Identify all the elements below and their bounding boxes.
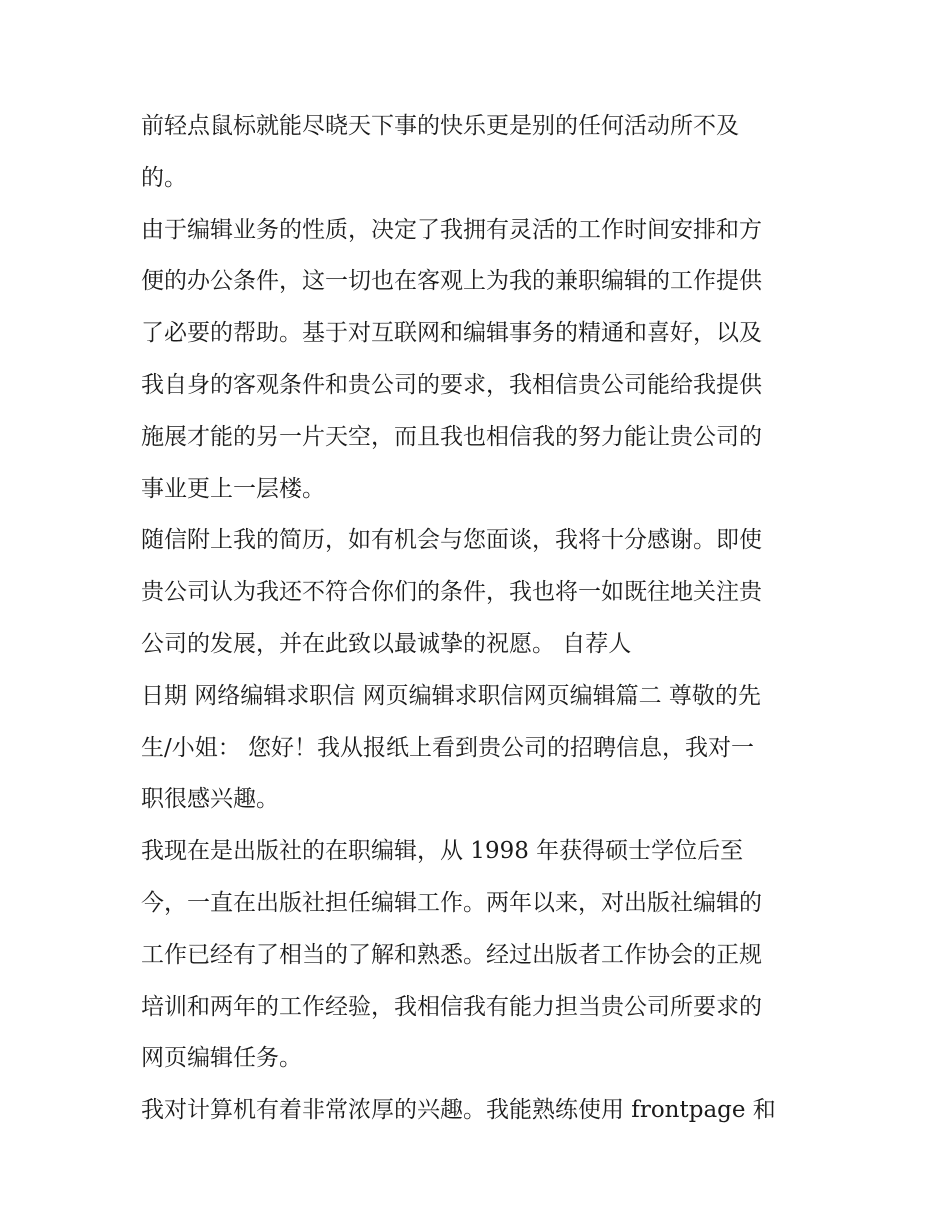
text-line: 公司的发展，并在此致以最诚挚的祝愿。 自荐人 (141, 630, 632, 657)
text-line: 我现在是出版社的在职编辑，从 1998 年获得硕士学位后至 (141, 838, 744, 865)
text-line: 我自身的客观条件和贵公司的要求，我相信贵公司能给我提供 (141, 371, 762, 398)
text-line: 便的办公条件，这一切也在客观上为我的兼职编辑的工作提供 (141, 268, 762, 295)
text-line: 的。 (141, 164, 187, 191)
text-line: 随信附上我的简历，如有机会与您面谈，我将十分感谢。即使 (141, 527, 762, 554)
text-line: 施展才能的另一片天空，而且我也相信我的努力能让贵公司的 (141, 423, 762, 450)
text-line: 由于编辑业务的性质，决定了我拥有灵活的工作时间安排和方 (141, 216, 762, 243)
text-line: 了必要的帮助。基于对互联网和编辑事务的精通和喜好，以及 (141, 320, 762, 347)
text-line: 日期 网络编辑求职信 网页编辑求职信网页编辑篇二 尊敬的先 (141, 682, 761, 709)
text-line: 培训和两年的工作经验，我相信我有能力担当贵公司所要求的 (141, 993, 762, 1020)
text-line: 生/小姐： 您好！我从报纸上看到贵公司的招聘信息，我对一 (141, 734, 755, 761)
text-line: 职很感兴趣。 (141, 786, 279, 813)
text-line: 贵公司认为我还不符合你们的条件，我也将一如既往地关注贵 (141, 579, 762, 606)
text-line: 工作已经有了相当的了解和熟悉。经过出版者工作协会的正规 (141, 941, 762, 968)
text-line: 事业更上一层楼。 (141, 475, 325, 502)
text-line: 今，一直在出版社担任编辑工作。两年以来，对出版社编辑的 (141, 889, 762, 916)
document-body (141, 101, 821, 1137)
text-line: 网页编辑任务。 (141, 1045, 302, 1072)
text-line: 我对计算机有着非常浓厚的兴趣。我能熟练使用 frontpage 和 (141, 1097, 776, 1124)
text-line: 前轻点鼠标就能尽晓天下事的快乐更是别的任何活动所不及 (141, 113, 739, 139)
